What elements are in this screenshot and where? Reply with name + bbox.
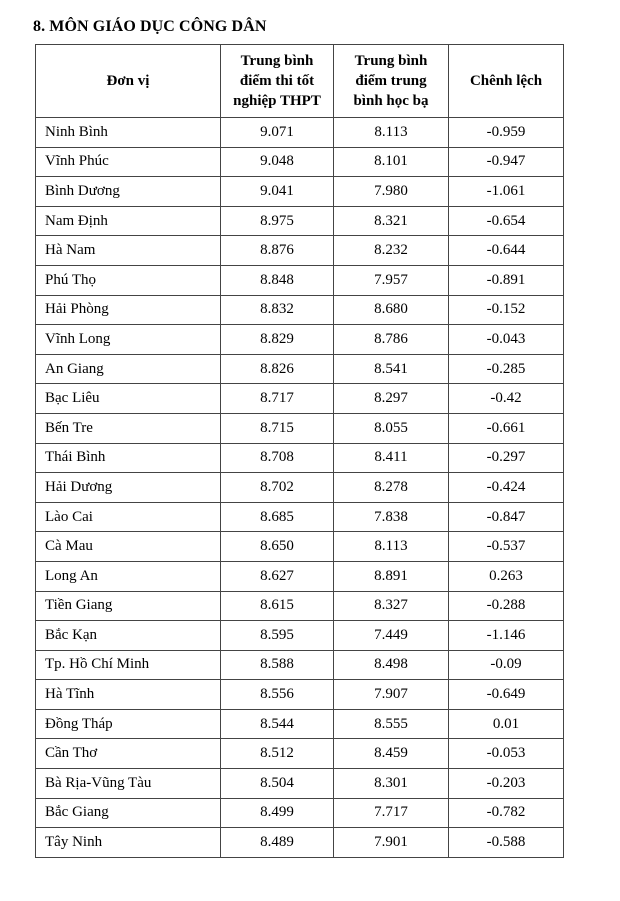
cell-unit: Vĩnh Long <box>36 325 221 355</box>
header-exam-avg-line-3: nghiệp THPT <box>233 93 321 109</box>
cell-transcript-avg: 7.957 <box>334 265 449 295</box>
cell-difference: -0.285 <box>449 354 564 384</box>
cell-unit: Cần Thơ <box>36 739 221 769</box>
cell-difference: -0.043 <box>449 325 564 355</box>
header-difference: Chênh lệch <box>449 45 564 118</box>
cell-exam-avg: 8.650 <box>221 532 334 562</box>
cell-exam-avg: 8.832 <box>221 295 334 325</box>
cell-difference: -0.288 <box>449 591 564 621</box>
cell-difference: -0.847 <box>449 502 564 532</box>
cell-unit: Tiền Giang <box>36 591 221 621</box>
table-header <box>36 45 564 118</box>
cell-unit: Bắc Kạn <box>36 621 221 651</box>
cell-difference: -1.061 <box>449 177 564 207</box>
cell-transcript-avg: 7.980 <box>334 177 449 207</box>
cell-exam-avg: 8.588 <box>221 650 334 680</box>
cell-exam-avg: 8.512 <box>221 739 334 769</box>
cell-transcript-avg: 8.297 <box>334 384 449 414</box>
cell-difference: -0.782 <box>449 798 564 828</box>
cell-unit: Cà Mau <box>36 532 221 562</box>
cell-unit: Bà Rịa-Vũng Tàu <box>36 769 221 799</box>
cell-difference: 0.01 <box>449 709 564 739</box>
cell-transcript-avg: 8.411 <box>334 443 449 473</box>
table-row <box>36 739 564 769</box>
cell-exam-avg: 8.595 <box>221 621 334 651</box>
table-row <box>36 413 564 443</box>
cell-difference: -0.654 <box>449 206 564 236</box>
cell-unit: Vĩnh Phúc <box>36 147 221 177</box>
cell-unit: Nam Định <box>36 206 221 236</box>
header-row <box>36 45 564 118</box>
cell-transcript-avg: 8.459 <box>334 739 449 769</box>
cell-unit: Hà Nam <box>36 236 221 266</box>
cell-exam-avg: 8.627 <box>221 561 334 591</box>
table-row <box>36 443 564 473</box>
cell-transcript-avg: 8.232 <box>334 236 449 266</box>
cell-unit: Bắc Giang <box>36 798 221 828</box>
header-exam-avg-line-2: điểm thi tốt <box>239 73 315 89</box>
cell-unit: Bến Tre <box>36 413 221 443</box>
cell-exam-avg: 8.975 <box>221 206 334 236</box>
cell-unit: Hải Dương <box>36 473 221 503</box>
cell-unit: Hải Phòng <box>36 295 221 325</box>
cell-transcript-avg: 7.901 <box>334 828 449 858</box>
table-row <box>36 354 564 384</box>
cell-difference: -0.152 <box>449 295 564 325</box>
cell-unit: Tp. Hồ Chí Minh <box>36 650 221 680</box>
header-unit: Đơn vị <box>36 45 221 118</box>
cell-difference: -0.649 <box>449 680 564 710</box>
table-row <box>36 680 564 710</box>
table-body <box>36 118 564 858</box>
cell-unit: Phú Thọ <box>36 265 221 295</box>
table-row <box>36 118 564 148</box>
cell-difference: -0.42 <box>449 384 564 414</box>
cell-exam-avg: 9.041 <box>221 177 334 207</box>
table-row <box>36 561 564 591</box>
score-table <box>35 44 564 858</box>
table-row <box>36 532 564 562</box>
header-transcript-avg-line-1: Trung bình <box>354 53 428 69</box>
cell-difference: -0.09 <box>449 650 564 680</box>
page-title: 8. MÔN GIÁO DỤC CÔNG DÂN <box>33 18 267 35</box>
cell-transcript-avg: 8.541 <box>334 354 449 384</box>
cell-difference: -0.203 <box>449 769 564 799</box>
cell-transcript-avg: 8.327 <box>334 591 449 621</box>
cell-exam-avg: 8.848 <box>221 265 334 295</box>
table-row <box>36 265 564 295</box>
cell-unit: Tây Ninh <box>36 828 221 858</box>
cell-transcript-avg: 8.113 <box>334 532 449 562</box>
cell-exam-avg: 8.876 <box>221 236 334 266</box>
table-row <box>36 769 564 799</box>
cell-transcript-avg: 8.555 <box>334 709 449 739</box>
cell-exam-avg: 8.504 <box>221 769 334 799</box>
cell-unit: Thái Bình <box>36 443 221 473</box>
cell-unit: Long An <box>36 561 221 591</box>
cell-exam-avg: 8.829 <box>221 325 334 355</box>
cell-transcript-avg: 8.891 <box>334 561 449 591</box>
table-row <box>36 206 564 236</box>
cell-transcript-avg: 8.680 <box>334 295 449 325</box>
cell-exam-avg: 8.685 <box>221 502 334 532</box>
cell-exam-avg: 8.556 <box>221 680 334 710</box>
table-row <box>36 591 564 621</box>
cell-difference: -0.588 <box>449 828 564 858</box>
header-transcript-avg-line-3: bình học bạ <box>353 93 429 109</box>
table-row <box>36 295 564 325</box>
cell-difference: -0.959 <box>449 118 564 148</box>
table-row <box>36 147 564 177</box>
cell-difference: -1.146 <box>449 621 564 651</box>
header-exam-avg <box>221 45 334 118</box>
cell-exam-avg: 8.717 <box>221 384 334 414</box>
cell-difference: -0.644 <box>449 236 564 266</box>
table-row <box>36 236 564 266</box>
table-row <box>36 384 564 414</box>
cell-transcript-avg: 8.498 <box>334 650 449 680</box>
cell-exam-avg: 8.715 <box>221 413 334 443</box>
cell-unit: Đồng Tháp <box>36 709 221 739</box>
cell-unit: Bạc Liêu <box>36 384 221 414</box>
cell-difference: -0.891 <box>449 265 564 295</box>
cell-transcript-avg: 8.301 <box>334 769 449 799</box>
cell-difference: -0.661 <box>449 413 564 443</box>
cell-unit: Lào Cai <box>36 502 221 532</box>
cell-exam-avg: 8.702 <box>221 473 334 503</box>
cell-exam-avg: 8.499 <box>221 798 334 828</box>
cell-transcript-avg: 8.055 <box>334 413 449 443</box>
cell-transcript-avg: 8.101 <box>334 147 449 177</box>
table-row <box>36 709 564 739</box>
cell-exam-avg: 8.544 <box>221 709 334 739</box>
cell-transcript-avg: 8.113 <box>334 118 449 148</box>
cell-difference: 0.263 <box>449 561 564 591</box>
cell-difference: -0.947 <box>449 147 564 177</box>
cell-exam-avg: 8.615 <box>221 591 334 621</box>
cell-transcript-avg: 7.717 <box>334 798 449 828</box>
cell-transcript-avg: 7.907 <box>334 680 449 710</box>
cell-difference: -0.053 <box>449 739 564 769</box>
cell-difference: -0.537 <box>449 532 564 562</box>
header-transcript-avg-line-2: điểm trung <box>355 73 427 89</box>
cell-unit: Hà Tĩnh <box>36 680 221 710</box>
cell-difference: -0.424 <box>449 473 564 503</box>
cell-difference: -0.297 <box>449 443 564 473</box>
cell-transcript-avg: 8.278 <box>334 473 449 503</box>
cell-transcript-avg: 8.786 <box>334 325 449 355</box>
cell-unit: An Giang <box>36 354 221 384</box>
cell-transcript-avg: 7.838 <box>334 502 449 532</box>
table-row <box>36 502 564 532</box>
table-row <box>36 621 564 651</box>
table-row <box>36 325 564 355</box>
cell-unit: Ninh Bình <box>36 118 221 148</box>
cell-transcript-avg: 7.449 <box>334 621 449 651</box>
cell-exam-avg: 8.489 <box>221 828 334 858</box>
cell-exam-avg: 9.048 <box>221 147 334 177</box>
table-row <box>36 650 564 680</box>
header-exam-avg-line-1: Trung bình <box>240 53 314 69</box>
cell-exam-avg: 8.826 <box>221 354 334 384</box>
table-row <box>36 177 564 207</box>
header-transcript-avg <box>334 45 449 118</box>
cell-unit: Bình Dương <box>36 177 221 207</box>
table-row <box>36 798 564 828</box>
table-row <box>36 828 564 858</box>
cell-exam-avg: 9.071 <box>221 118 334 148</box>
cell-transcript-avg: 8.321 <box>334 206 449 236</box>
cell-exam-avg: 8.708 <box>221 443 334 473</box>
table-row <box>36 473 564 503</box>
